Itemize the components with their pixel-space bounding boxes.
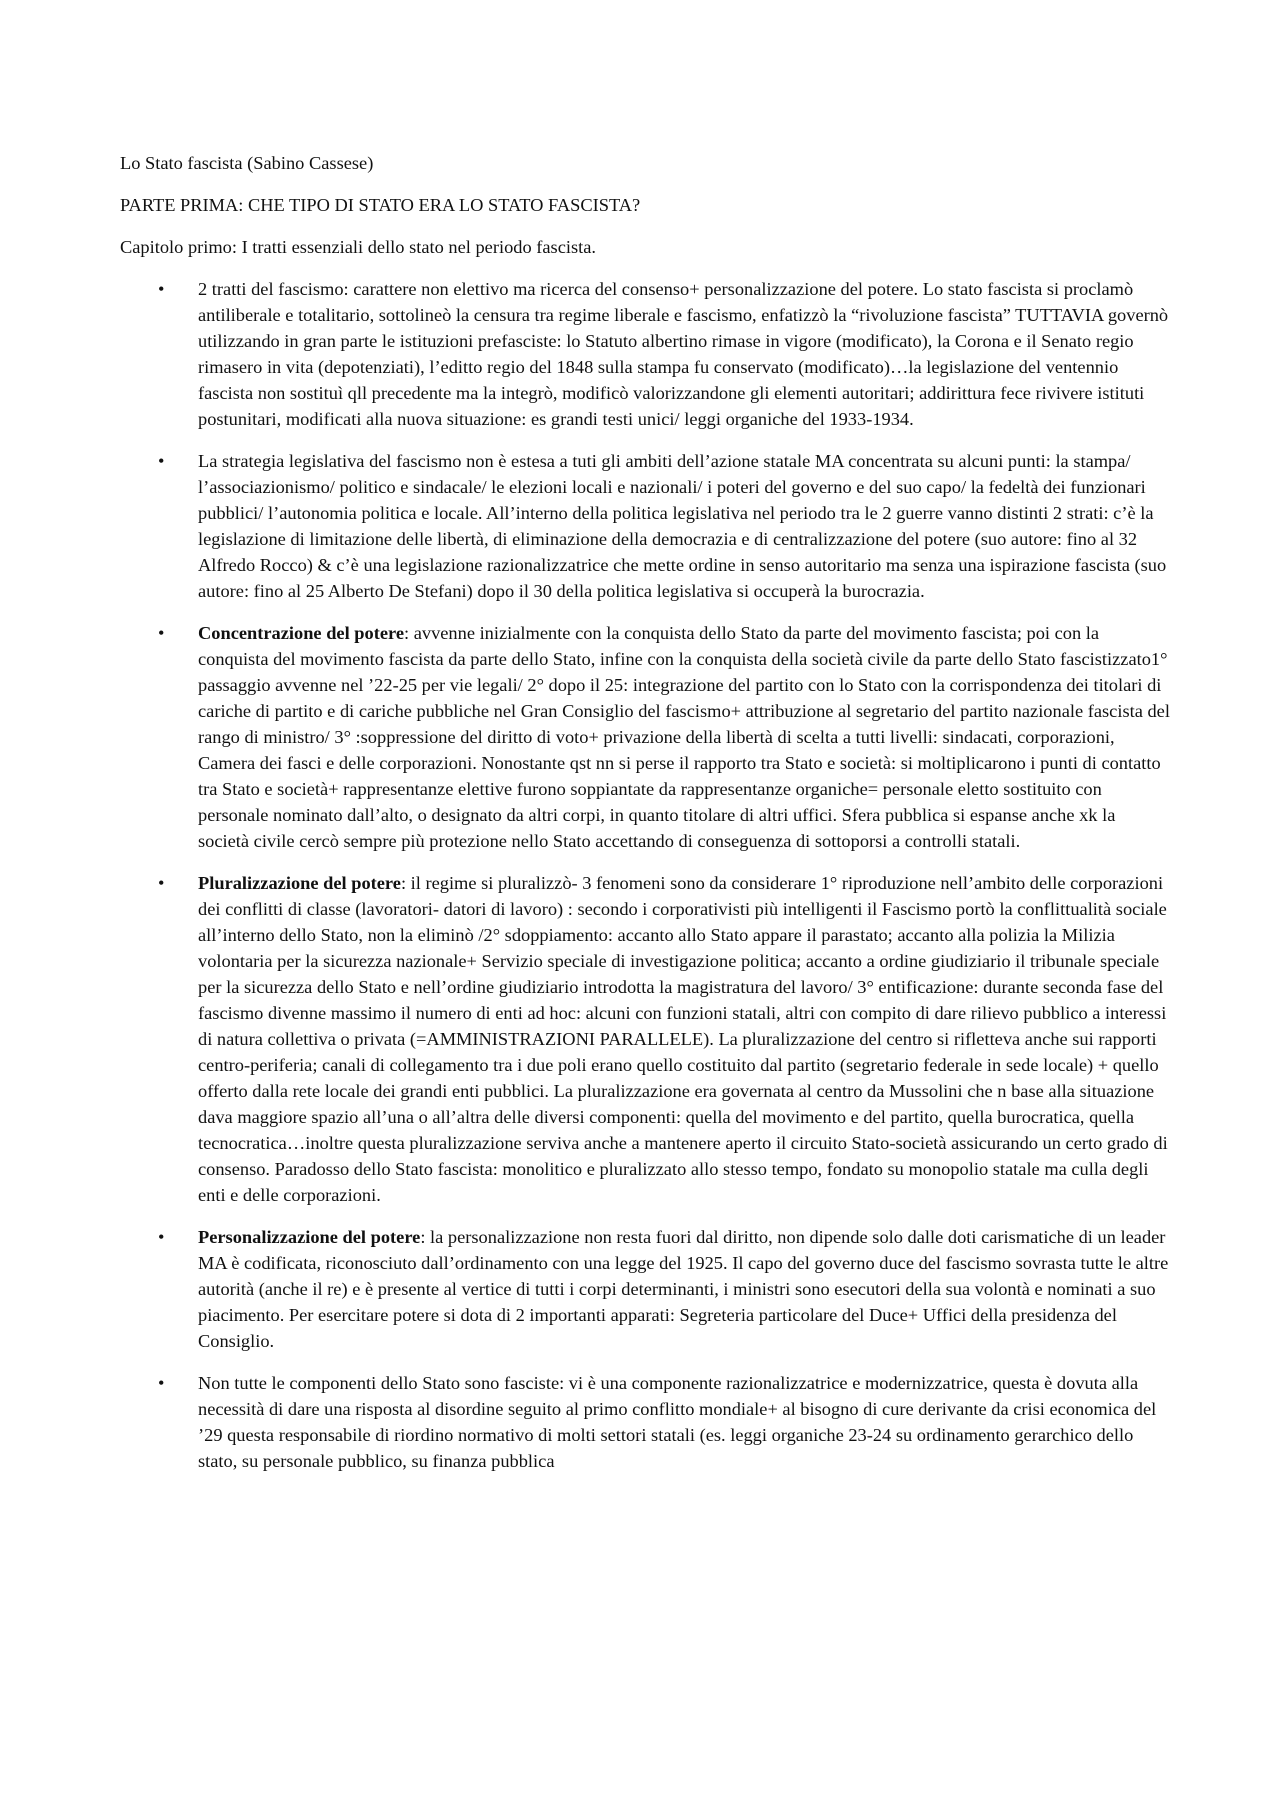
- bullet-list: [120, 276, 1170, 1474]
- bullet-text: [198, 620, 1170, 854]
- bullet-body: Non tutte le componenti dello Stato sono fasciste: vi è una componente razionalizzatrice e modernizzatrice, questa è dovuta alla necessità di dare una risposta al disordine seguito al primo conflitto mondiale+ al bisogno di cure derivante da crisi economica del ’29 questa responsabile di riordino normativo di molti settori statali (es. leggi organiche 23-24 su ordinamento gerarchico dello stato, su personale pubblico, su finanza pubblica: [198, 1373, 1157, 1471]
- bullet-body: 2 tratti del fascismo: carattere non elettivo ma ricerca del consenso+ personalizzazione del potere. Lo stato fascista si proclamò antiliberale e totalitario, sottolineò la censura tra regime liberale e fascismo, enfatizzò la “rivoluzione fascista” TUTTAVIA governò utilizzando in gran parte le istituzioni prefasciste: lo Statuto albertino rimase in vigore (modificato), la Corona e il Senato regio rimasero in vita (depotenziati), l’editto regio del 1848 sulla stampa fu conservato (modificato)…la legislazione del ventennio fascista non sostituì qll precedente ma la integrò, modificò valorizzandone gli elementi autoritari; addirittura fece rivivere istituti postunitari, modificati alla nuova situazione: es grandi testi unici/ leggi organiche del 1933-1934.: [198, 279, 1169, 429]
- bullet-text: [198, 448, 1170, 604]
- bullet-body: : la personalizzazione non resta fuori dal diritto, non dipende solo dalle doti carismatiche di un leader MA è codificata, riconosciuto dall’ordinamento con una legge del 1925. Il capo del governo duce del fascismo sovrasta tutte le altre autorità (anche il re) e è presente al vertice di tutti i corpi determinanti, i ministri sono esecutori della sua volontà e nominati a suo piacimento. Per esercitare potere si dota di 2 importanti apparati: Segreteria particolare del Duce+ Uffici della presidenza del Consiglio.: [198, 1227, 1169, 1351]
- document-title: Lo Stato fascista (Sabino Cassese): [120, 153, 374, 173]
- part-heading: PARTE PRIMA: CHE TIPO DI STATO ERA LO STATO FASCISTA?: [120, 195, 641, 215]
- bullet-item-componenti-non-fasciste: [120, 1370, 1170, 1474]
- bullet-item-concentrazione: [120, 620, 1170, 854]
- bullet-bold-term: Concentrazione del potere: [198, 623, 404, 643]
- bullet-text: [198, 1224, 1170, 1354]
- bullet-icon: •: [158, 623, 165, 643]
- bullet-text: [198, 870, 1170, 1208]
- bullet-item-personalizzazione: [120, 1224, 1170, 1354]
- chapter-heading: Capitolo primo: I tratti essenziali dello stato nel periodo fascista.: [120, 237, 596, 257]
- bullet-body: : il regime si pluralizzò- 3 fenomeni sono da considerare 1° riproduzione nell’ambito delle corporazioni dei conflitti di classe (lavoratori- datori di lavoro) : secondo i corporativisti più intelligenti il Fascismo portò la conflittualità sociale all’interno dello Stato, non la eliminò /2° sdoppiamento: accanto allo Stato appare il parastato; accanto alla polizia la Milizia volontaria per la sicurezza nazionale+ Servizio speciale di investigazione politica; accanto a ordine giudiziario il tribunale speciale per la sicurezza dello Stato e nell’ordine giudiziario introdotta la magistratura del lavoro/ 3° entificazione: durante seconda fase del fascismo divenne massimo il numero di enti ad hoc: alcuni con funzioni statali, altri con compito di dare rilievo pubblico a interessi di natura collettiva o privata (=AMMINISTRAZIONI PARALLELE). La pluralizzazione del centro si rifletteva anche sui rapporti centro-periferia; canali di collegamento tra i due poli erano quello costituito dal partito (segretario federale in sede locale) + quello offerto dalla rete locale dei grandi enti pubblici. La pluralizzazione era governata al centro da Mussolini che n base alla situazione dava maggiore spazio all’una o all’altra delle diversi componenti: quella del movimento e del partito, quella burocratica, quella tecnocratica…inoltre questa pluralizzazione serviva anche a mantenere aperto il circuito Stato-società assicurando un certo grado di consenso. Paradosso dello Stato fascista: monolitico e pluralizzato allo stesso tempo, fondato su monopolio statale ma culla degli enti e delle corporazioni.: [198, 873, 1168, 1205]
- bullet-icon: •: [158, 873, 165, 893]
- bullet-icon: •: [158, 1227, 165, 1247]
- bullet-text: [198, 276, 1170, 432]
- bullet-text: [198, 1370, 1170, 1474]
- bullet-icon: •: [158, 451, 165, 471]
- document-body: [120, 150, 1170, 1490]
- bullet-icon: •: [158, 279, 165, 299]
- bullet-item-pluralizzazione: [120, 870, 1170, 1208]
- bullet-bold-term: Personalizzazione del potere: [198, 1227, 421, 1247]
- bullet-icon: •: [158, 1373, 165, 1393]
- bullet-body: : avvenne inizialmente con la conquista dello Stato da parte del movimento fascista; poi con la conquista del movimento fascista da parte dello Stato, infine con la conquista della società civile da parte dello Stato fascistizzato1° passaggio avvenne nel ’22-25 per vie legali/ 2° dopo il 25: integrazione del partito con lo Stato con la corrispondenza dei titolari di cariche di partito e di cariche pubbliche nel Gran Consiglio del fascismo+ attribuzione al segretario del partito nazionale fascista del rango di ministro/ 3° :soppressione del diritto di voto+ privazione della libertà di scelta a tutti livelli: sindacati, corporazioni, Camera dei fasci e delle corporazioni. Nonostante qst nn si perse il rapporto tra Stato e società: si moltiplicarono i punti di contatto tra Stato e società+ rappresentanze elettive furono soppiantate da rappresentanze organiche= personale eletto sostituito con personale nominato dall’alto, o designato da altri corpi, in quanto titolare di altri uffici. Sfera pubblica si espanse anche xk la società civile cercò sempre più protezione nello Stato accettando di conseguenza di sottoporsi a controlli statali.: [198, 623, 1170, 851]
- bullet-bold-term: Pluralizzazione del potere: [198, 873, 401, 893]
- bullet-body: La strategia legislativa del fascismo non è estesa a tuti gli ambiti dell’azione statale MA concentrata su alcuni punti: la stampa/ l’associazionismo/ politico e sindacale/ le elezioni locali e nazionali/ i poteri del governo e del suo capo/ la fedeltà dei funzionari pubblici/ l’autonomia politica e locale. All’interno della politica legislativa nel periodo tra le 2 guerre vanno distinti 2 strati: c’è la legislazione di limitazione delle libertà, di eliminazione della democrazia e di centralizzazione del potere (suo autore: fino al 32 Alfredo Rocco) & c’è una legislazione razionalizzatrice che mette ordine in senso autoritario ma senza una ispirazione fascista (suo autore: fino al 25 Alberto De Stefani) dopo il 30 della politica legislativa si occuperà la burocrazia.: [198, 451, 1167, 601]
- bullet-item-strategia-legislativa: [120, 448, 1170, 604]
- bullet-item-tratti-fascismo: [120, 276, 1170, 432]
